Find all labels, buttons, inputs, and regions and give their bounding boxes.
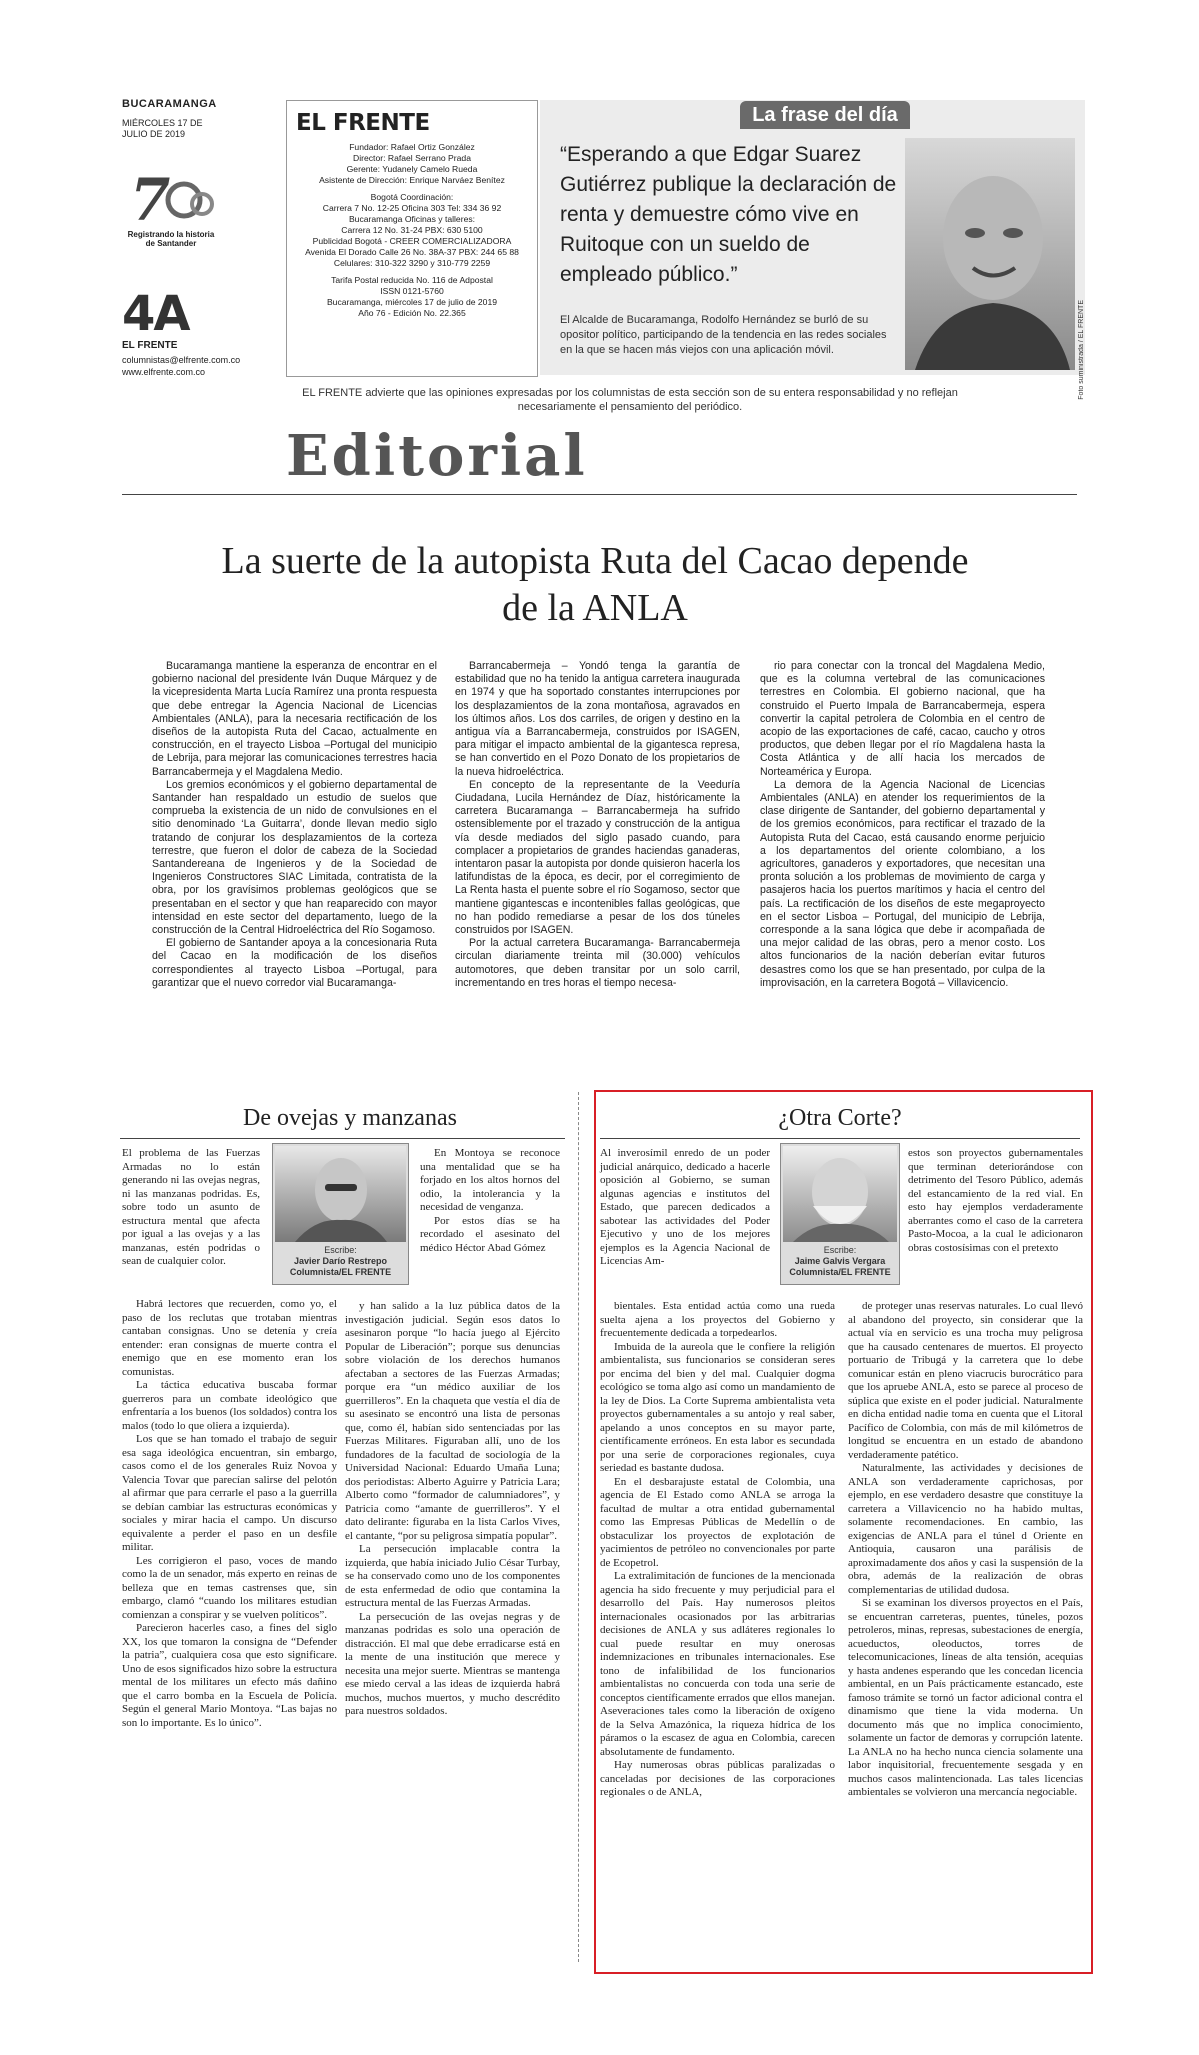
column-divider [578, 1092, 579, 1962]
paragraph: En Montoya se reconoce una mentalidad que se ha forjado en los altos hornos del odio, la intolerancia y la necesidad de venganza. [420, 1147, 560, 1213]
right-col1-body [600, 1300, 835, 1800]
left-intro: El problema de las Fuerzas Armadas no lo están generando ni las ovejas negras, ni las manzanas podridas. Es, sobre todo un asunto de estructura mental que afecta por igual a las ovejas y a las manzanas, estén podridas o sean de cualquier color. [122, 1147, 260, 1267]
author-photo-right [780, 1143, 900, 1285]
paragraph: La demora de la Agencia Nacional de Licencias Ambientales (ANLA) en atender los requerimientos de la clase dirigente de Santander, del gobierno departamental y de los gremios económicos, para rectificar el trazado de la Autopista Ruta del Cacao, está causando enorme perjuicio a los departamentos del oriente colombiano, a los agricultores, ganaderos y exportadores, que necesitan una pronta solución a los problemas de movimiento de carga y pasajeros hacia los puertos marítimos y hacia el centro del país. La rectificación de los diseños de este megaproyecto en el sector Lisboa – Portugal, del municipio de Lebrija, corresponde a la sana lógica que debe ir acompañada de una mejor calidad de las obras, pero a menor costo. Los altos funcionarios de la nación deberían evitar futuros desastres como los que se han presentado, por culpa de la improvisación, en la carretera Bogotá – Villavicencio. [760, 778, 1045, 989]
contact-email[interactable]: columnistas@elfrente.com.co [122, 355, 241, 365]
staff-credit-line: Asistente de Dirección: Enrique Narváez Benítez [319, 175, 505, 185]
staff-credit-line: Carrera 7 No. 12-25 Oficina 303 Tel: 334 36 92 [322, 203, 502, 213]
author-photo-left [272, 1143, 409, 1285]
staff-credits [296, 142, 528, 319]
paragraph: Por estos días se ha recordado el asesinato del médico Héctor Abad Gómez [420, 1214, 560, 1254]
paragraph: Bucaramanga mantiene la esperanza de encontrar en el gobierno nacional del presidente Iván Duque Márquez y de la vicepresidenta Marta Lucía Ramírez una pronta respuesta que debe entregar la Agencia Nacional de Licencias Ambientales (ANLA), para la necesaria rectificación de los diseños de la autopista Ruta del Cacao, actualmente en construcción, en el trayecto Lisboa –Portugal del municipio de Lebrija, para mejorar las comunicaciones terrestres hacia Barrancabermeja y el Magdalena Medio. [152, 660, 437, 778]
author-name-left: Javier Darío Restrepo [293, 1256, 388, 1266]
paragraph: Barrancabermeja – Yondó tenga la garantía de estabilidad que no ha tenido la antigua carretera inaugurada en 1974 y que ha soportado constantes interrupciones por los desplazamientos de la zona montañosa, agravados en los últimos años. Los dos carriles, de origen y destino en la antigua vía a Barrancabermeja, construidos por ISAGEN, para mitigar el impacto ambiental de la gigantesca represa, se han convertido en el Pozo Donato de los propietarios de la nueva hidroeléctrica. [455, 660, 740, 778]
svg-text:7: 7 [130, 170, 171, 234]
author-caption-right: Escribe: Jaime Galvis Vergara Columnista/EL FRENTE [781, 1245, 899, 1278]
city-label: BUCARAMANGA [122, 98, 217, 110]
quote-context: El Alcalde de Bucaramanga, Rodolfo Hernández se burló de su opositor político, participando de la tendencia en las redes sociales en la que se hacen más viejos con una aplicación móvil. [560, 314, 887, 356]
paragraph: En el desbarajuste estatal de Colombia, una agencia de El Estado como ANLA se arroga la facultad de multar a otra entidad gubernamental como las Empresas Públicas de Medellín o de obstaculizar los proyectos de explotación de yacimientos de petróleo no convencionales por parte de Ecopetrol. [600, 1475, 835, 1569]
paragraph: de proteger unas reservas naturales. Lo cual llevó al abandono del proyecto, sin considerar que la actual vía en servicio es una trocha muy peligrosa que ha causado centenares de muertos. El proyecto portuario de Tribugá y la carretera que lo debe comunicar están en pleno viacrucis burocrático para que los apruebe ANLA, esto se parece al proceso de súplica que existe en el poder judicial. Naturalmente en dicha entidad nadie toma en cuenta que el Litoral Pacífico de Colombia, con más de mil kilómetros de longitud se encuentra en un estado de abandono verdaderamente patético. [848, 1300, 1083, 1461]
page-number: 4A [122, 286, 189, 342]
staff-credit-line: Bucaramanga, miércoles 17 de julio de 2019 [326, 297, 498, 307]
left-col2-body [345, 1300, 560, 1719]
paragraph: La extralimitación de funciones de la mencionada agencia ha sido frecuente y muy perjudicial para el desarrollo del País. Hay numerosos pleitos internacionales ocasionados por las arbitrarias decisiones de ANLA y sus adláteres regionales lo cual puede resultar en muy onerosas indemnizaciones en tribunales internacionales. Ese tono de infalibilidad de los funcionarios ambientalistas no concuerda con toda una serie de conceptos científicamente errados que ellos manejan. Aseveraciones tales como la liberación de oxígeno de la Selva Amazónica, la riqueza hídrica de los páramos o la escasez de agua en Colombia, carecen absolutamente de fundamento. [600, 1570, 835, 1758]
title-rule-left [120, 1138, 565, 1139]
staff-credit-line: Bogotá Coordinación: [370, 192, 454, 202]
paragraph: En concepto de la representante de la Veeduría Ciudadana, Lucila Hernández de Díaz, históricamente la carretera Bucaramanga – Barrancabermeja ha sufrido ostensiblemente por el trazado y construcción de la antigua vía desde mediados del siglo pasado cuando, para complacer a propietarios de grandes haciendas ganaderas, intentaron pasar la autopista por donde quisieron hacerla los latifundistas de la época, es decir, por el corregimiento de La Renta hasta el puente sobre el río Sogamoso, sector que mantiene gigantescas e incontenibles fallas geológicas, que no han podido remediarse a pesar de los dos túneles construidos por ISAGEN. [455, 778, 740, 937]
staff-credit-line: Director: Rafael Serrano Prada [353, 153, 471, 163]
quote-text: “Esperando a que Edgar Suarez Gutiérrez publique la declaración de renta y demuestre cómo vive en Ruitoque con un sueldo de empleado público.” [560, 143, 897, 286]
section-title: Editorial [286, 423, 588, 489]
staff-credit-line: Bucaramanga Oficinas y talleres: [348, 214, 476, 224]
right-col2-body [848, 1300, 1083, 1800]
author-portrait-left [275, 1146, 406, 1242]
paragraph: Los que se han tomado el trabajo de seguir esa saga ideológica encuentran, sin embargo, casos como el de los generales Ruiz Novoa y Valencia Tovar que parecían salirse del pelotón al afirmar que para cerrarle el paso a la guerrilla se debían cambiar las estructuras económicas y sociales y mirar hacia el campo. Un discurso equivalente a perder el paso en un desfile militar. [122, 1433, 337, 1553]
quote-of-day-tab: La frase del día [740, 101, 910, 129]
title-rule-right [600, 1138, 1080, 1139]
staff-credit-line: Avenida El Dorado Calle 26 No. 38A-37 PBX: 244 65 88 [305, 247, 519, 257]
left-col2-top [420, 1147, 560, 1255]
editorial-column-2 [455, 660, 740, 990]
paragraph: Parecieron hacerles caso, a fines del siglo XX, los que tomaron la consigna de “Defender la patria”, cualquiera cosa que esto significare. Uno de esos significados hizo sobre la estructura mental de los militares un efecto más dañino que el carro bomba en la Escuela de Policía. Según el general Mario Montoya. “Las bajas no son lo importante. Es lo único”. [122, 1622, 337, 1729]
column-title-left: De ovejas y manzanas [243, 1105, 457, 1131]
staff-credit-line: Carrera 12 No. 31-24 PBX: 630 5100 [341, 225, 483, 235]
staff-credit-line: Fundador: Rafael Ortiz González [349, 142, 475, 152]
author-name-right: Jaime Galvis Vergara [794, 1256, 886, 1266]
staff-credit-line: Publicidad Bogotá - CREER COMERCIALIZADORA [312, 236, 512, 246]
contact-web[interactable]: www.elfrente.com.co [122, 367, 206, 377]
staff-credit-line: Gerente: Yudanely Camelo Rueda [346, 164, 478, 174]
right-col2-top: estos son proyectos gubernamentales que terminan deteriorándose con detrimento del Tesoro Público, además del estancamiento de la red vial. En esto hay ejemplos verdaderamente aberrantes como el caso de la carretera Pasto-Mocoa, a la cual le adicionaron obras costosísimas con el pretexto [908, 1147, 1083, 1254]
issue-date: MIÉRCOLES 17 DE JULIO DE 2019 [122, 118, 203, 139]
author-portrait-right [783, 1146, 897, 1242]
staff-box-content [296, 110, 528, 319]
editorial-column-1 [152, 660, 437, 990]
paragraph: Imbuida de la aureola que le confiere la religión ambientalista, sus funcionarios se consideran seres por encima del bien y del mal. Cualquier dogma ecológico se toma algo así como un mandamiento de la ley de Dios. La Corte Suprema ambientalista veta proyectos gubernamentales a su antojo y real saber, apelando a unos conceptos en su mayor parte, científicamente erróneos. En esta labor es secundada por una serie de corporaciones regionales, cuya seriedad es bastante dudosa. [600, 1340, 835, 1474]
paragraph: rio para conectar con la troncal del Magdalena Medio, que es la columna vertebral de las comunicaciones terrestres en Colombia. El gobierno nacional, que ha construido el Puerto Impala de Barrancabermeja, espera convertir la capital petrolera de Colombia en el centro de acopio de las exportaciones de café, cacao, caucho y otros productos, que deben llegar por el río Magdalena hasta la Costa Atlántica y de allí hacia los mercados de Norteamérica y Europa. [760, 660, 1045, 778]
paragraph: Por la actual carretera Bucaramanga- Barrancabermeja circulan diariamente treinta mil (30.000) vehículos automotores, que deben transitar por un solo carril, incrementando en tres horas el tiempo necesa- [455, 937, 740, 989]
staff-credit-line: Celulares: 310-322 3290 y 310-779 2259 [333, 258, 491, 268]
staff-credit-line: Año 76 - Edición No. 22.365 [358, 308, 466, 318]
paragraph: Si se examinan los diversos proyectos en el País, se encuentran carreteras, puentes, túneles, pozos petroleros, minas, represas, subestaciones de energía, acueductos, oleoductos, torres de telecomunicaciones, líneas de alta tensión, acequias y hasta andenes esperando que les concedan licencia ambiental, en un País prácticamente estancado, este famoso trámite se tornó un factor adicional contra el dinamismo que tiene la vida moderna. Un documento más que no implica conocimiento, solamente un factor de demoras y corrupción latente. La ANLA no ha hecho nunca ciencia solamente una labor inquisitorial, frecuentemente sesgada y en muchos casos malintencionada. Las tales licencias ambientales se volvieron una mercancía negociable. [848, 1597, 1083, 1798]
staff-credit-line: Tarifa Postal reducida No. 116 de Adpostal [331, 275, 493, 285]
left-col1-body [122, 1298, 337, 1730]
paragraph: Naturalmente, las actividades y decisiones de ANLA son verdaderamente caprichosas, por ejemplo, en ese verdadero desastre que constituye la carretera a Villavicencio no ha habido multas, solamente recomendaciones. En cambio, las exigencias de ANLA para el túnel d Oriente en Antioquia, causaron una parálisis de aproximadamente dos años y casi la suspensión de la obra, además de la realización de obras complementarias de utilidad dudosa. [848, 1462, 1083, 1596]
author-caption-left: Escribe: Javier Darío Restrepo Columnista/EL FRENTE [273, 1245, 408, 1278]
paragraph: El gobierno de Santander apoya a la concesionaria Ruta del Cacao en la modificación de los diseños correspondientes al trayecto Lisboa –Portugal, para garantizar que el nuevo corredor vial Bucaramanga- [152, 937, 437, 989]
paragraph: Les corrigieron el paso, voces de mando como la de un senador, más experto en reinas de belleza que en temas castrenses que, sin embargo, clamó “cuando los militares estudian comienzan a conspirar y se vuelven políticos”. [122, 1554, 337, 1621]
paragraph: Habrá lectores que recuerden, como yo, el paso de los reclutas que trotaban mientras cantaban consignas. Uno se detenía y creía entender: eran consignas de muerte contra el enemigo que en ese momento eran los comunistas. [122, 1298, 337, 1378]
opinion-disclaimer: EL FRENTE advierte que las opiniones expresadas por los columnistas de esta sección son de su entera responsabilidad y no reflejan necesariamente el pensamiento del periódico. [302, 387, 958, 413]
staff-credit-line: ISSN 0121-5760 [380, 286, 444, 296]
paragraph: y han salido a la luz pública datos de la investigación judicial. Según esos datos lo asesinaron porque “lo hacía juego al Ejército Popular de Liberación”; porque sus denuncias sobre violación de los derechos humanos afectaban a sectores de las Fuerzas Armadas; porque era “un médico auxiliar de los guerrilleros”. En la chaqueta que vestía el día de su asesinato se encontró una lista de personas que, como él, habían sido sentenciadas por las Fuerzas Militares. Figuraban allí, uno de los fundadores de la facultad de sociología de la Universidad Nacional: Eduardo Umaña Luna; dos periodistas: Alberto Aguirre y Patricia Lara; Alberto como “formador de calumniadores”, y Patricia como “amante de guerrilleros”. Y el dato delirante: figuraba en la lista Carlos Vives, el cantante, “por su peligrosa simpatía popular”. [345, 1300, 560, 1542]
section-rule [122, 494, 1077, 495]
logo-caption: Registrando la historia de Santander [127, 230, 215, 248]
photo-credit: Foto suministrada / EL FRENTE [1078, 300, 1085, 400]
column-title-right: ¿Otra Corte? [778, 1105, 902, 1131]
paragraph: Hay numerosas obras públicas paralizadas o canceladas por decisiones de las corporaciones regionales o de ANLA, [600, 1759, 835, 1798]
editorial-headline: La suerte de la autopista Ruta del Cacao depende de la ANLA [221, 540, 969, 629]
paragraph: La persecución de las ovejas negras y de manzanas podridas es solo una operación de distracción. El mal que debe erradicarse está en la mente de una institución que merece y necesita una mejor suerte. Mientras se mantenga ese miedo cerval a las ideas de izquierda habrá muchos, muchos muertos, y mucho descrédito para nuestros soldados. [345, 1610, 560, 1717]
right-intro: Al inverosímil enredo de un poder judicial anárquico, dedicado a hacerle oposición al Gobierno, se suman algunas agencias e institutos del Estado, que parecen dedicados a sabotear las actividades del Poder Ejecutivo y uno de los mejores ejemplos es la Agencia Nacional de Licencias Am- [600, 1147, 770, 1267]
brand-title: EL FRENTE [296, 110, 430, 136]
quote-author-photo [905, 138, 1075, 370]
paragraph: Los gremios económicos y el gobierno departamental de Santander han respaldado un estudio de suelos que comprueba la existencia de un nido de convulsiones en el sitio denominado ‘La Guitarra’, donde llevan medio siglo tratando de conjurar los desplazamientos de la corteza terrestre, que fueron el dolor de cabeza de la Sociedad Santandereana de Ingenieros y de la Sociedad de Ingenieros Constructores SIAC Limitada, contratista de la obra, por los gravísimos problemas geológicos que se presentaban en el sector y que han reaparecido con mayor intensidad en este sector del departamento, luego de la construcción de la Central Hidroeléctrica del Río Sogamoso. [152, 778, 437, 937]
paragraph: La persecución implacable contra la izquierda, que había iniciado Julio César Turbay, se ha conservado como uno de los componentes de esta enfermedad de odio que contamina la estructura mental de las Fuerzas Armadas. [345, 1543, 560, 1609]
paragraph: La táctica educativa buscaba formar guerreros para un combate ideológico que enfrentaría a los buenos (los soldados) contra los malos (todo lo que oliera a izquierda). [122, 1379, 337, 1432]
brand-small: EL FRENTE [122, 340, 178, 351]
editorial-column-3 [760, 660, 1045, 990]
paragraph: bientales. Esta entidad actúa como una rueda suelta ajena a los proyectos del Gobierno y frecuentemente dedicada a torpedearlos. [600, 1300, 835, 1339]
contact-block [122, 354, 240, 378]
anniversary-logo [122, 170, 220, 252]
